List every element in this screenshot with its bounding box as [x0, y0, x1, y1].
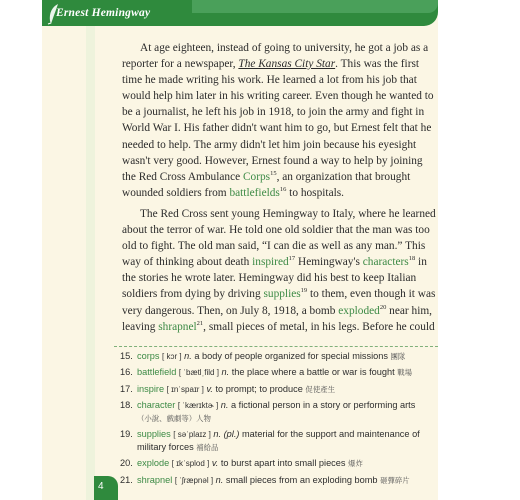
- chapter-title: Ernest Hemingway: [56, 7, 151, 19]
- vocab-term: battlefield: [137, 367, 177, 378]
- main-text: [122, 40, 436, 335]
- vocab-word-shrapnel[interactable]: shrapnel: [158, 320, 197, 333]
- vocab-number: 17.: [120, 383, 133, 394]
- vocab-word-inspired[interactable]: inspired: [252, 256, 289, 269]
- vocab-item: [120, 383, 438, 396]
- vocab-phonetic: [ ɪnˈspaɪr ]: [166, 384, 204, 394]
- text-span: to hospitals.: [286, 186, 345, 199]
- footnote-marker: 20: [379, 303, 387, 311]
- vocab-pos: n.: [184, 351, 192, 361]
- vocab-phonetic: [ ˈkærɪktɚ ]: [177, 400, 219, 410]
- text-span: The Red Cross sent young Hemingway to Italy, where he learned about the terror of war. He told one old soldier that the man was too old to fight. The old man said, “I can die as well as any man.” This way of thinking about death: [122, 207, 436, 269]
- vocab-item: [120, 474, 438, 487]
- vocab-number: 21.: [120, 474, 133, 485]
- vocab-definition: to burst apart into small pieces: [220, 458, 346, 469]
- vocab-word-exploded[interactable]: exploded: [338, 304, 380, 317]
- vocab-term: shrapnel: [137, 474, 173, 485]
- vocab-number: 15.: [120, 351, 133, 361]
- page-number: 4: [98, 481, 104, 492]
- vocab-chinese: 砸彈碎片: [380, 475, 410, 485]
- text-span: to them, even though it was very dangerous. Then, on July 8, 1918, a bomb: [122, 288, 436, 317]
- vocab-pos: v.: [211, 458, 219, 469]
- paragraph-1: [122, 40, 436, 201]
- vocab-number: 20.: [120, 458, 133, 469]
- vocab-number: 16.: [120, 367, 133, 378]
- text-span: Hemingway's: [295, 256, 363, 269]
- text-span: . This was the first time he made writing his work. He learned a lot from his job that would help him later in his writing career. Even though he wanted to be a journalist, he left his job in 1918, to join the army and fight in World War I. His father didn't want him to go, but Ernest felt that he needed to help. The army didn't let him join because his eyesight wasn't very good. However, Ernest found a way to help by joining the Red Cross Ambulance: [122, 58, 434, 183]
- vocab-pos: n.: [221, 367, 230, 378]
- vocab-definition: small pieces from an exploding bomb: [225, 474, 378, 485]
- vocab-pos-plural: (pl.): [223, 429, 240, 440]
- margin-strip: [86, 0, 95, 500]
- vocab-phonetic: [ kɔr ]: [162, 352, 182, 361]
- vocab-chinese: 戰場: [397, 368, 412, 378]
- text-span: near him, leaving: [122, 304, 433, 333]
- vocab-word-supplies[interactable]: supplies: [263, 288, 301, 301]
- vocab-chinese: 促使產生: [305, 384, 335, 394]
- footnote-marker: 17: [288, 255, 296, 263]
- vocab-term: supplies: [137, 429, 171, 440]
- vocab-chinese: 團隊: [390, 352, 406, 361]
- vocab-item: [120, 457, 438, 470]
- vocab-chinese: 補給品: [196, 443, 219, 453]
- footnote-marker: 19: [300, 287, 308, 295]
- vocab-chinese: 爆炸: [348, 459, 363, 469]
- vocab-word-battlefields[interactable]: battlefields: [229, 186, 280, 199]
- vocab-item: [120, 399, 438, 425]
- text-span: , an organization that brought wounded soldiers from: [122, 170, 411, 199]
- vocab-pos: n.: [215, 474, 224, 485]
- vocab-chinese: （小說、戲劇等）人物: [137, 413, 211, 423]
- vocab-word-corps[interactable]: Corps: [242, 170, 271, 183]
- vocab-pos: v.: [206, 383, 213, 394]
- vocab-definition: a body of people organized for special missions: [194, 351, 388, 361]
- vocab-phonetic: [ ɪkˈsplod ]: [171, 459, 210, 469]
- footnote-marker: 15: [270, 169, 277, 177]
- vocab-number: 19.: [120, 429, 133, 440]
- vocab-phonetic: [ ˈʃræpnəl ]: [174, 475, 214, 485]
- vocab-term: character: [137, 399, 176, 410]
- vocab-pos: n.: [213, 429, 222, 440]
- vocab-pos: n.: [220, 399, 229, 410]
- vocab-word-characters[interactable]: characters: [362, 256, 409, 269]
- vocab-definition: the place where a battle or war is fought: [231, 367, 395, 378]
- vocab-item: [120, 428, 438, 454]
- vocab-term: explode: [137, 458, 170, 469]
- vocab-number: 18.: [120, 399, 133, 410]
- vocab-phonetic: [ səˈplaɪz ]: [173, 430, 211, 440]
- vocab-definition: material for the support and maintenance of military forces: [137, 429, 420, 453]
- vocab-term: corps: [137, 351, 160, 361]
- vocab-definition: to prompt; to produce: [215, 383, 303, 394]
- text-span: At age eighteen, instead of going to university, he got a job as a reporter for a newspaper,: [122, 42, 429, 71]
- footnote-marker: 16: [279, 185, 287, 193]
- vocab-item: [120, 350, 438, 363]
- vocabulary-list: [120, 350, 438, 490]
- vocab-divider: [114, 346, 438, 347]
- text-span: , small pieces of metal, in his legs. Before he could: [203, 320, 435, 333]
- paragraph-2: [122, 206, 436, 335]
- text-span: in the stories he wrote later. Hemingway did his best to keep Italian soldiers from dying by driving: [122, 256, 427, 301]
- vocab-definition: a fictional person in a story or performing arts: [230, 399, 416, 410]
- footnote-marker: 21: [196, 319, 204, 327]
- footnote-marker: 18: [408, 255, 416, 263]
- vocab-term: inspire: [137, 383, 165, 394]
- vocab-phonetic: [ ˈbætlˌfild ]: [178, 368, 219, 378]
- newspaper-title: The Kansas City Star: [238, 58, 336, 71]
- vocab-item: [120, 366, 438, 379]
